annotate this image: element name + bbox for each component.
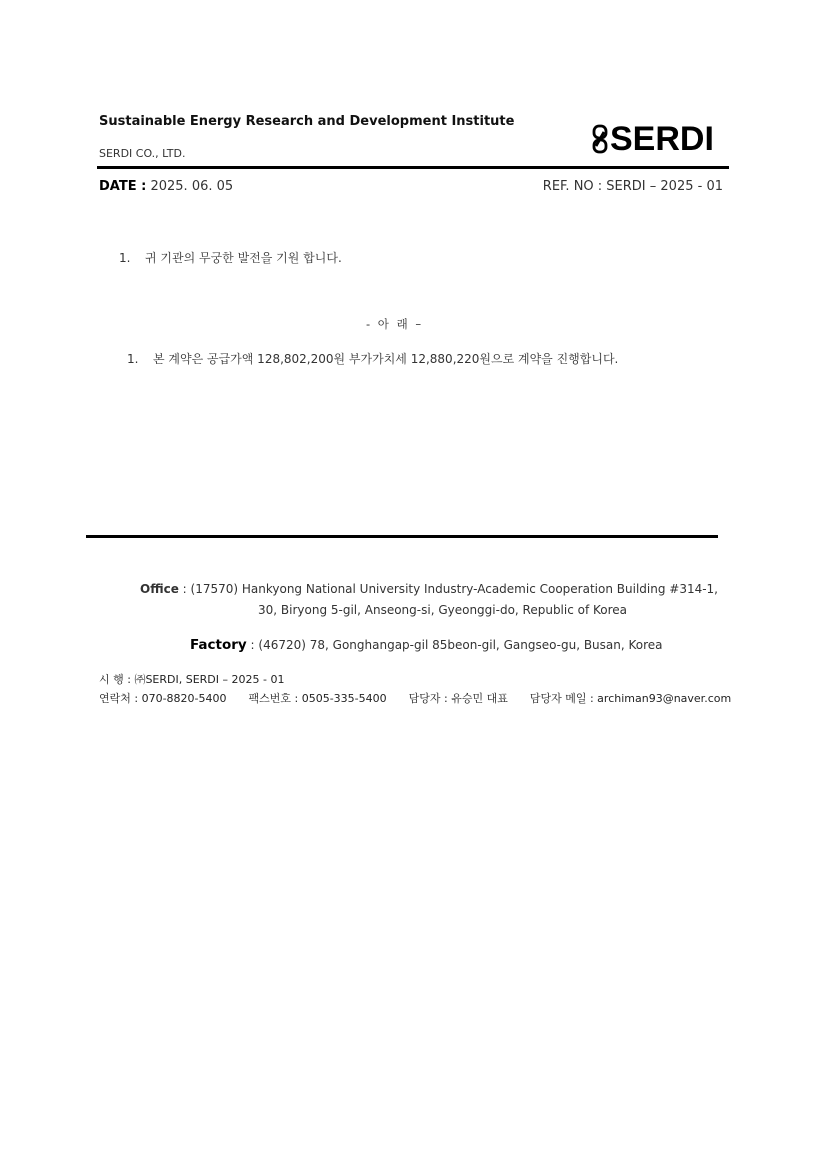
logo-text: SERDI xyxy=(610,120,714,158)
factory-address xyxy=(190,637,663,653)
company-name: SERDI CO., LTD. xyxy=(99,147,186,160)
manager-name: 담당자 : 유승민 대표 xyxy=(408,692,508,705)
manager-email: 담당자 메일 : archiman93@naver.com xyxy=(529,692,732,705)
date-value: 2025. 06. 05 xyxy=(150,179,234,194)
section-marker: - 아 래 – xyxy=(366,317,422,331)
factory-label: Factory xyxy=(190,637,247,653)
serdi-logo xyxy=(592,122,714,156)
date-line xyxy=(99,179,233,194)
reference-number: REF. NO : SERDI – 2025 - 01 xyxy=(542,179,723,194)
item-number: 1. xyxy=(119,251,131,265)
office-address: : (17570) Hankyong National University Industry-Academic Cooperation Building #314-1, xyxy=(178,582,718,596)
greeting-text: 귀 기관의 무궁한 발전을 기원 합니다. xyxy=(145,251,342,265)
institute-name: Sustainable Energy Research and Development Institute xyxy=(99,114,515,129)
office-address-line2: 30, Biryong 5-gil, Anseong-si, Gyeonggi-do, Republic of Korea xyxy=(258,603,628,617)
contact-line xyxy=(99,690,731,706)
contract-item xyxy=(127,350,618,367)
item-number: 1. xyxy=(127,352,139,366)
office-address-line1 xyxy=(140,582,718,596)
contract-text: 본 계약은 공급가액 128,802,200원 부가가치세 12,880,220원으로 계약을 진행합니다. xyxy=(153,352,619,366)
chain-link-icon xyxy=(592,124,608,154)
header-divider xyxy=(97,166,729,169)
office-label: Office xyxy=(140,582,179,596)
fax-number: 팩스번호 : 0505-335-5400 xyxy=(248,692,387,705)
date-label: DATE : xyxy=(99,179,147,194)
footer-divider xyxy=(86,535,718,538)
greeting-item xyxy=(119,249,342,266)
issue-line: 시 행 : ㈜SERDI, SERDI – 2025 - 01 xyxy=(99,673,285,686)
phone-number: 연락처 : 070-8820-5400 xyxy=(99,692,227,705)
factory-address-text: : (46720) 78, Gonghangap-gil 85beon-gil, Gangseo-gu, Busan, Korea xyxy=(246,638,663,652)
